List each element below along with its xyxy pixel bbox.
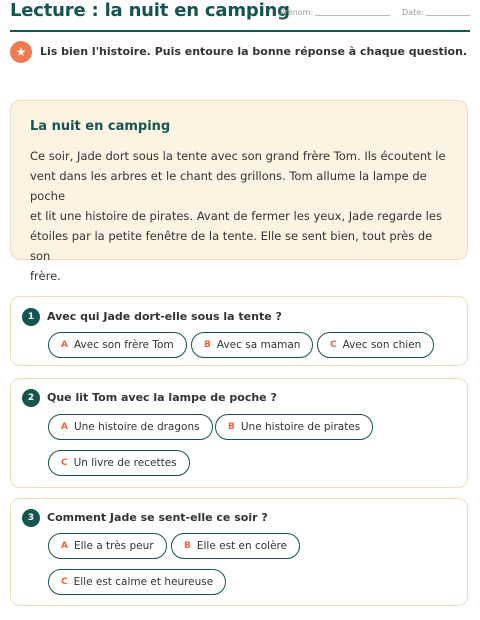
instruction-text: Lis bien l'histoire. Puis entoure la bonne réponse à chaque question. <box>40 45 468 58</box>
story-line: et lit une histoire de pirates. Avant de fermer les yeux, Jade regarde les <box>30 209 442 223</box>
question-card-3 <box>10 498 468 606</box>
option-text: Elle est calme et heureuse <box>73 576 214 588</box>
option-letter: A <box>61 422 68 432</box>
answer-option-a[interactable] <box>48 332 187 358</box>
option-letter: C <box>330 340 337 350</box>
option-letter: B <box>204 340 211 350</box>
story-line: vent dans les arbres et le chant des grillons. Tom allume la lampe de poche <box>30 169 427 203</box>
option-text: Avec son frère Tom <box>73 339 174 351</box>
option-letter: B <box>184 541 191 551</box>
option-letter: A <box>61 340 68 350</box>
answer-option-c[interactable] <box>317 332 434 358</box>
option-text: Une histoire de dragons <box>73 421 200 433</box>
option-text: Avec sa maman <box>216 339 301 351</box>
firstname-blank[interactable] <box>315 15 390 16</box>
option-letter: B <box>228 422 235 432</box>
option-letter: C <box>61 577 68 587</box>
story-card <box>10 100 468 283</box>
option-text: Avec son chien <box>342 339 422 351</box>
option-letter: C <box>61 458 68 468</box>
answer-option-b[interactable] <box>191 332 313 358</box>
story-text <box>30 146 456 286</box>
star-icon: ★ <box>10 41 32 63</box>
option-text: Une histoire de pirates <box>240 421 361 433</box>
answer-option-b[interactable] <box>215 414 373 440</box>
story-line: Ce soir, Jade dort sous la tente avec son grand frère Tom. Ils écoutent le <box>30 149 446 163</box>
question-number-badge: 3 <box>22 509 40 527</box>
date-blank[interactable] <box>426 15 470 16</box>
answer-option-c[interactable] <box>48 450 190 476</box>
firstname-label: Prénom: <box>280 8 314 17</box>
option-text: Elle est en colère <box>196 540 288 552</box>
option-letter: A <box>61 541 68 551</box>
option-text: Elle a très peur <box>73 540 154 552</box>
question-card-2 <box>10 378 468 488</box>
answer-option-c[interactable] <box>48 569 226 595</box>
question-text: Comment Jade se sent-elle ce soir ? <box>47 511 268 524</box>
option-text: Un livre de recettes <box>73 457 177 469</box>
worksheet-header <box>10 0 470 32</box>
answer-option-a[interactable] <box>48 414 213 440</box>
answer-option-b[interactable] <box>171 533 300 559</box>
date-label: Date: <box>402 8 424 17</box>
answer-option-a[interactable] <box>48 533 167 559</box>
question-text: Que lit Tom avec la lampe de poche ? <box>47 391 277 404</box>
question-number-badge: 1 <box>22 308 40 326</box>
question-number-badge: 2 <box>22 389 40 407</box>
story-line: frère. <box>30 269 61 283</box>
story-line: étoiles par la petite fenêtre de la tente. Elle se sent bien, tout près de son <box>30 229 433 263</box>
story-title: La nuit en camping <box>30 119 171 134</box>
instruction <box>10 40 470 66</box>
question-card-1 <box>10 296 468 366</box>
worksheet-title: Lecture : la nuit en camping <box>10 0 290 21</box>
question-text: Avec qui Jade dort-elle sous la tente ? <box>47 310 282 323</box>
